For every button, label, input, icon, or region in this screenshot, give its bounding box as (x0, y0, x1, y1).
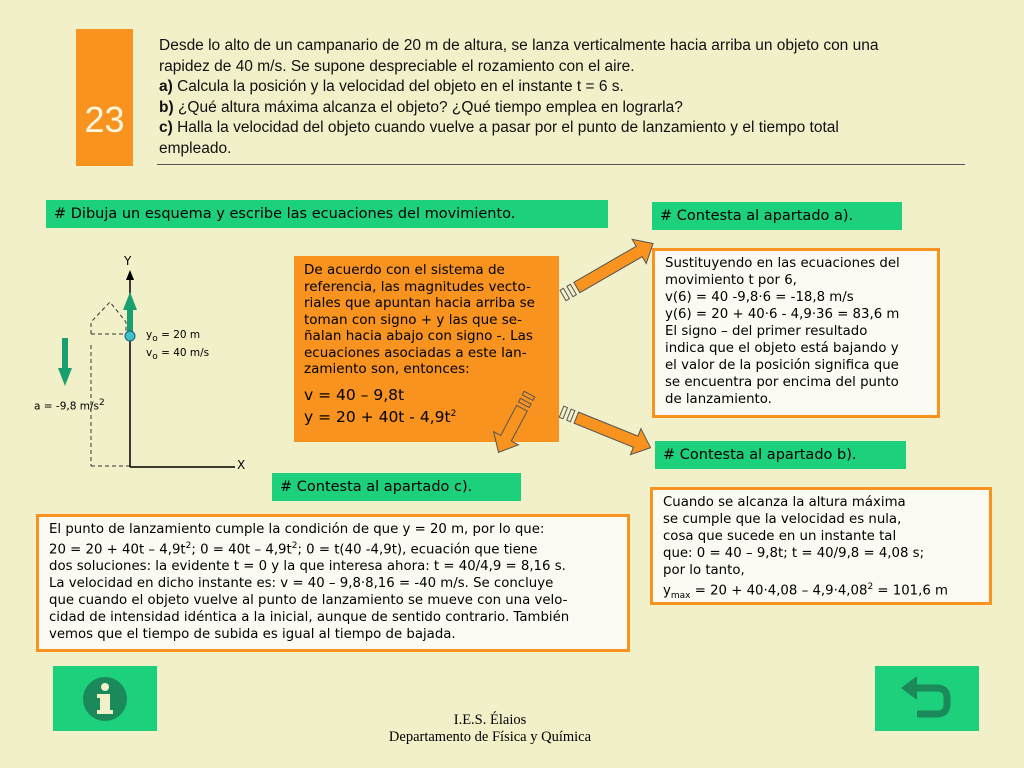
answer-b-line: cosa que sucede en un instante tal (663, 529, 897, 544)
velocity-equation: v = 40 – 9,8t (304, 385, 405, 404)
answer-b-line: por lo tanto, (663, 563, 745, 578)
statement-line: Desde lo alto de un campanario de 20 m de altura, se lanza verticalmente hacia arriba un objeto con una (159, 37, 879, 54)
explanation-line: ñalan hacia abajo con signo -. Las (304, 328, 533, 344)
arrow-to-part-b (556, 399, 655, 461)
answer-a-line: movimiento t por 6, (665, 273, 797, 288)
answer-c-eq1: 20 = 20 + 40t – 4,9t (49, 542, 186, 558)
position-equation-exponent: 2 (450, 408, 457, 419)
answer-b-line: se cumple que la velocidad es nula, (663, 512, 902, 527)
question-c-continued: empleado. (159, 139, 232, 157)
question-c-label: c) (159, 119, 173, 136)
statement-line: rapidez de 40 m/s. Se supone despreciable el rozamiento con el aire. (159, 57, 635, 75)
arrow-tail-mark (567, 409, 575, 422)
explanation-line: referencia, las magnitudes vecto- (304, 278, 531, 295)
answer-a-line: de lanzamiento. (665, 392, 772, 407)
answer-c-line: La velocidad en dicho instante es: v = 40 – 9,8·8,16 = -40 m/s. Se concluye (49, 576, 554, 592)
return-arrow-icon (875, 666, 979, 731)
answer-b-box (650, 487, 992, 605)
arrow-body (570, 231, 660, 299)
answer-a-line: y(6) = 20 + 40·6 - 4,9·36 = 83,6 m (665, 307, 900, 322)
v0-value: = 40 m/s (157, 347, 210, 360)
arrow-body (571, 405, 656, 461)
y0-symbol: y (146, 329, 153, 341)
department-name: Departamento de Física y Química (388, 729, 592, 745)
answer-c-line: El punto de lanzamiento cumple la condición de que y = 20 m, por lo que: (49, 522, 545, 537)
problem-number: 23 (84, 99, 125, 140)
return-button[interactable] (875, 666, 979, 731)
ymax-symbol: y (663, 583, 671, 599)
answer-a-box (652, 248, 940, 418)
scheme-tag: # Dibuja un esquema y escribe las ecuaciones del movimiento. (46, 200, 608, 228)
part-a-tag: # Contesta al apartado a). (652, 202, 902, 230)
position-equation-text: y = 20 + 40t - 4,9t (304, 407, 451, 426)
answer-c-box (36, 514, 630, 652)
ymax-expression: = 20 + 40·4,08 – 4,9·4,08 (690, 583, 868, 599)
explanation-line: zamiento son, entonces: (304, 361, 470, 377)
answer-a-line: el valor de la posición significa que (665, 358, 899, 373)
arrow-tail-mark (519, 398, 531, 407)
answer-c-line: cidad de intensidad idéntica a la inicial, aunque de sentido contrario. También (49, 610, 570, 626)
info-button[interactable] (53, 666, 157, 731)
answer-c-equations (49, 538, 617, 558)
ymax-result: = 101,6 m (873, 583, 949, 599)
v0-symbol: v (146, 347, 153, 360)
info-icon (53, 666, 157, 731)
arrow-body (486, 402, 534, 459)
x-axis-label: X (237, 458, 246, 472)
arrow-to-part-a (556, 231, 660, 307)
y0-value: = 20 m (157, 329, 201, 341)
arrow-tail-mark (559, 406, 567, 419)
answer-c-line: dos soluciones: la evidente t = 0 y la que interesa ahora: t = 40/4,9 = 8,16 s. (49, 559, 566, 575)
answer-c-exponent: 2 (291, 541, 298, 551)
y0-subscript: o (152, 334, 158, 345)
y-axis-label: Y (124, 254, 132, 268)
ymax-subscript: max (670, 591, 691, 602)
answer-a-line: El signo – del primer resultado (665, 324, 868, 339)
v0-subscript: o (152, 352, 158, 363)
arrow-to-part-c (486, 388, 542, 459)
question-b-text: ¿Qué altura máxima alcanza el objeto? ¿Qué tiempo emplea en lograrla? (173, 98, 683, 116)
arrow-tail-mark (522, 391, 534, 400)
arrow-tail-mark (567, 284, 576, 296)
answer-a-line: Sustituyendo en las ecuaciones del (665, 256, 900, 271)
footer (360, 712, 620, 746)
ymax-exponent: 2 (867, 582, 874, 592)
answer-a-line: v(6) = 40 -9,8·6 = -18,8 m/s (665, 290, 854, 305)
explanation-line: ecuaciones asociadas a este lan- (304, 344, 527, 361)
acceleration-text: a = -9,8 m/s (34, 400, 99, 413)
question-b-label: b) (159, 98, 174, 116)
explanation-line: riales que apuntan hacia arriba se (304, 295, 535, 311)
answer-a-line: se encuentra por encima del punto (665, 375, 899, 390)
answer-b-line: que: 0 = 40 – 9,8t; t = 40/9,8 = 4,08 s; (663, 546, 925, 561)
answer-c-line: que cuando el objeto vuelve al punto de lanzamiento se mueve con una velo- (49, 593, 568, 609)
answer-c-eq3: ; 0 = t(40 -4,9t), ecuación que tiene (297, 542, 538, 558)
answer-c-line: vemos que el tiempo de subida es igual al tiempo de bajada. (49, 627, 456, 643)
ymax-line (663, 579, 979, 605)
question-a-label: a) (159, 78, 173, 95)
question-c-text: Halla la velocidad del objeto cuando vuelve a pasar por el punto de lanzamiento y el tiempo total (172, 119, 839, 136)
part-c-tag: # Contesta al apartado c). (272, 473, 521, 501)
answer-c-eq2: ; 0 = 40t – 4,9t (191, 542, 292, 558)
arrow-tail-mark (560, 288, 569, 300)
answer-b-line: Cuando se alcanza la altura máxima (663, 495, 906, 510)
answer-a-line: indica que el objeto está bajando y (665, 341, 899, 356)
answer-c-exponent: 2 (185, 541, 192, 551)
question-a-text: Calcula la posición y la velocidad del objeto en el instante t = 6 s. (172, 78, 624, 95)
acceleration-exponent: 2 (98, 398, 105, 408)
explanation-line: De acuerdo con el sistema de (304, 262, 505, 278)
school-name: I.E.S. Élaios (453, 712, 527, 728)
part-b-tag: # Contesta al apartado b). (655, 441, 906, 469)
explanation-line: toman con signo + y las que se- (304, 311, 522, 328)
